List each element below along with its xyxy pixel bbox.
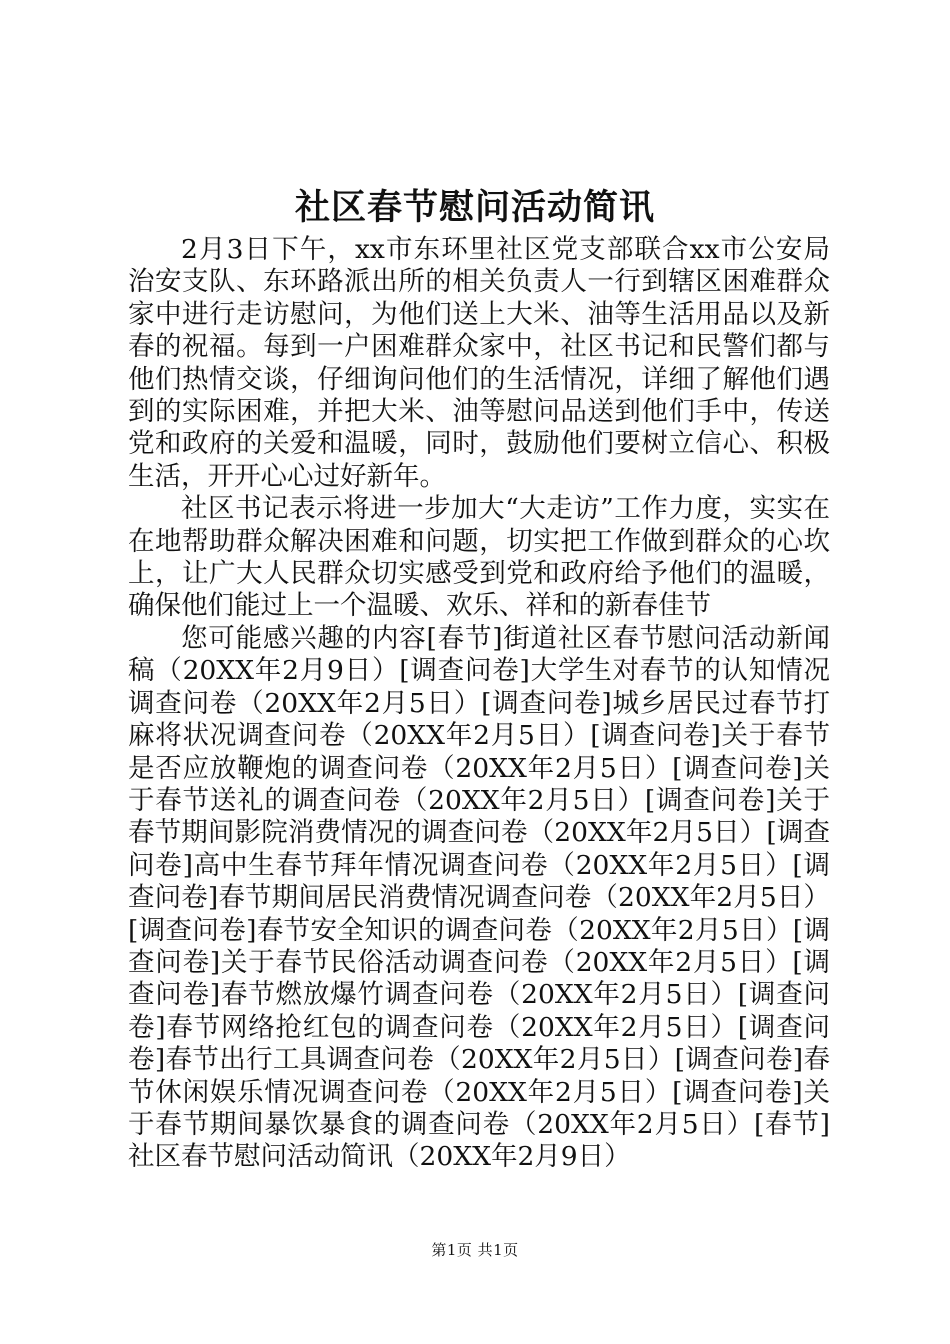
document-body xyxy=(128,234,830,1174)
paragraph-visit-report: 2月3日下午，xx市东环里社区党支部联合xx市公安局治安支队、东环路派出所的相关负责人一行到辖区困难群众家中进行走访慰问，为他们送上大米、油等生活用品以及新春的祝福。每到一户困难群众家中，社区书记和民警们都与他们热情交谈，仔细询问他们的生活情况，详细了解他们遇到的实际困难，并把大米、油等慰问品送到他们手中，传送党和政府的关爱和温暖，同时，鼓励他们要树立信心、积极生活，开开心心过好新年。 xyxy=(128,234,830,492)
paragraph-related-content: 您可能感兴趣的内容[春节]街道社区春节慰问活动新闻稿（20XX年2月9日）[调查问卷]大学生对春节的认知情况调查问卷（20XX年2月5日）[调查问卷]城乡居民过春节打麻将状况调查问卷（20XX年2月5日）[调查问卷]关于春节是否应放鞭炮的调查问卷（20XX年2月5日）[调查问卷]关于春节送礼的调查问卷（20XX年2月5日）[调查问卷]关于春节期间影院消费情况的调查问卷（20XX年2月5日）[调查问卷]高中生春节拜年情况调查问卷（20XX年2月5日）[调查问卷]春节期间居民消费情况调查问卷（20XX年2月5日）[调查问卷]春节安全知识的调查问卷（20XX年2月5日）[调查问卷]关于春节民俗活动调查问卷（20XX年2月5日）[调查问卷]春节燃放爆竹调查问卷（20XX年2月5日）[调查问卷]春节网络抢红包的调查问卷（20XX年2月5日）[调查问卷]春节出行工具调查问卷（20XX年2月5日）[调查问卷]春节休闲娱乐情况调查问卷（20XX年2月5日）[调查问卷]关于春节期间暴饮暴食的调查问卷（20XX年2月5日）[春节]社区春节慰问活动简讯（20XX年2月9日） xyxy=(128,622,830,1173)
page-footer: 第1页 共1页 xyxy=(431,1241,519,1259)
document-title: 社区春节慰问活动简讯 xyxy=(294,187,655,228)
paragraph-secretary-statement: 社区书记表示将进一步加大“大走访”工作力度，实实在在地帮助群众解决困难和问题，切实把工作做到群众的心坎上，让广大人民群众切实感受到党和政府给予他们的温暖，确保他们能过上一个温暖、欢乐、祥和的新春佳节 xyxy=(128,493,830,622)
